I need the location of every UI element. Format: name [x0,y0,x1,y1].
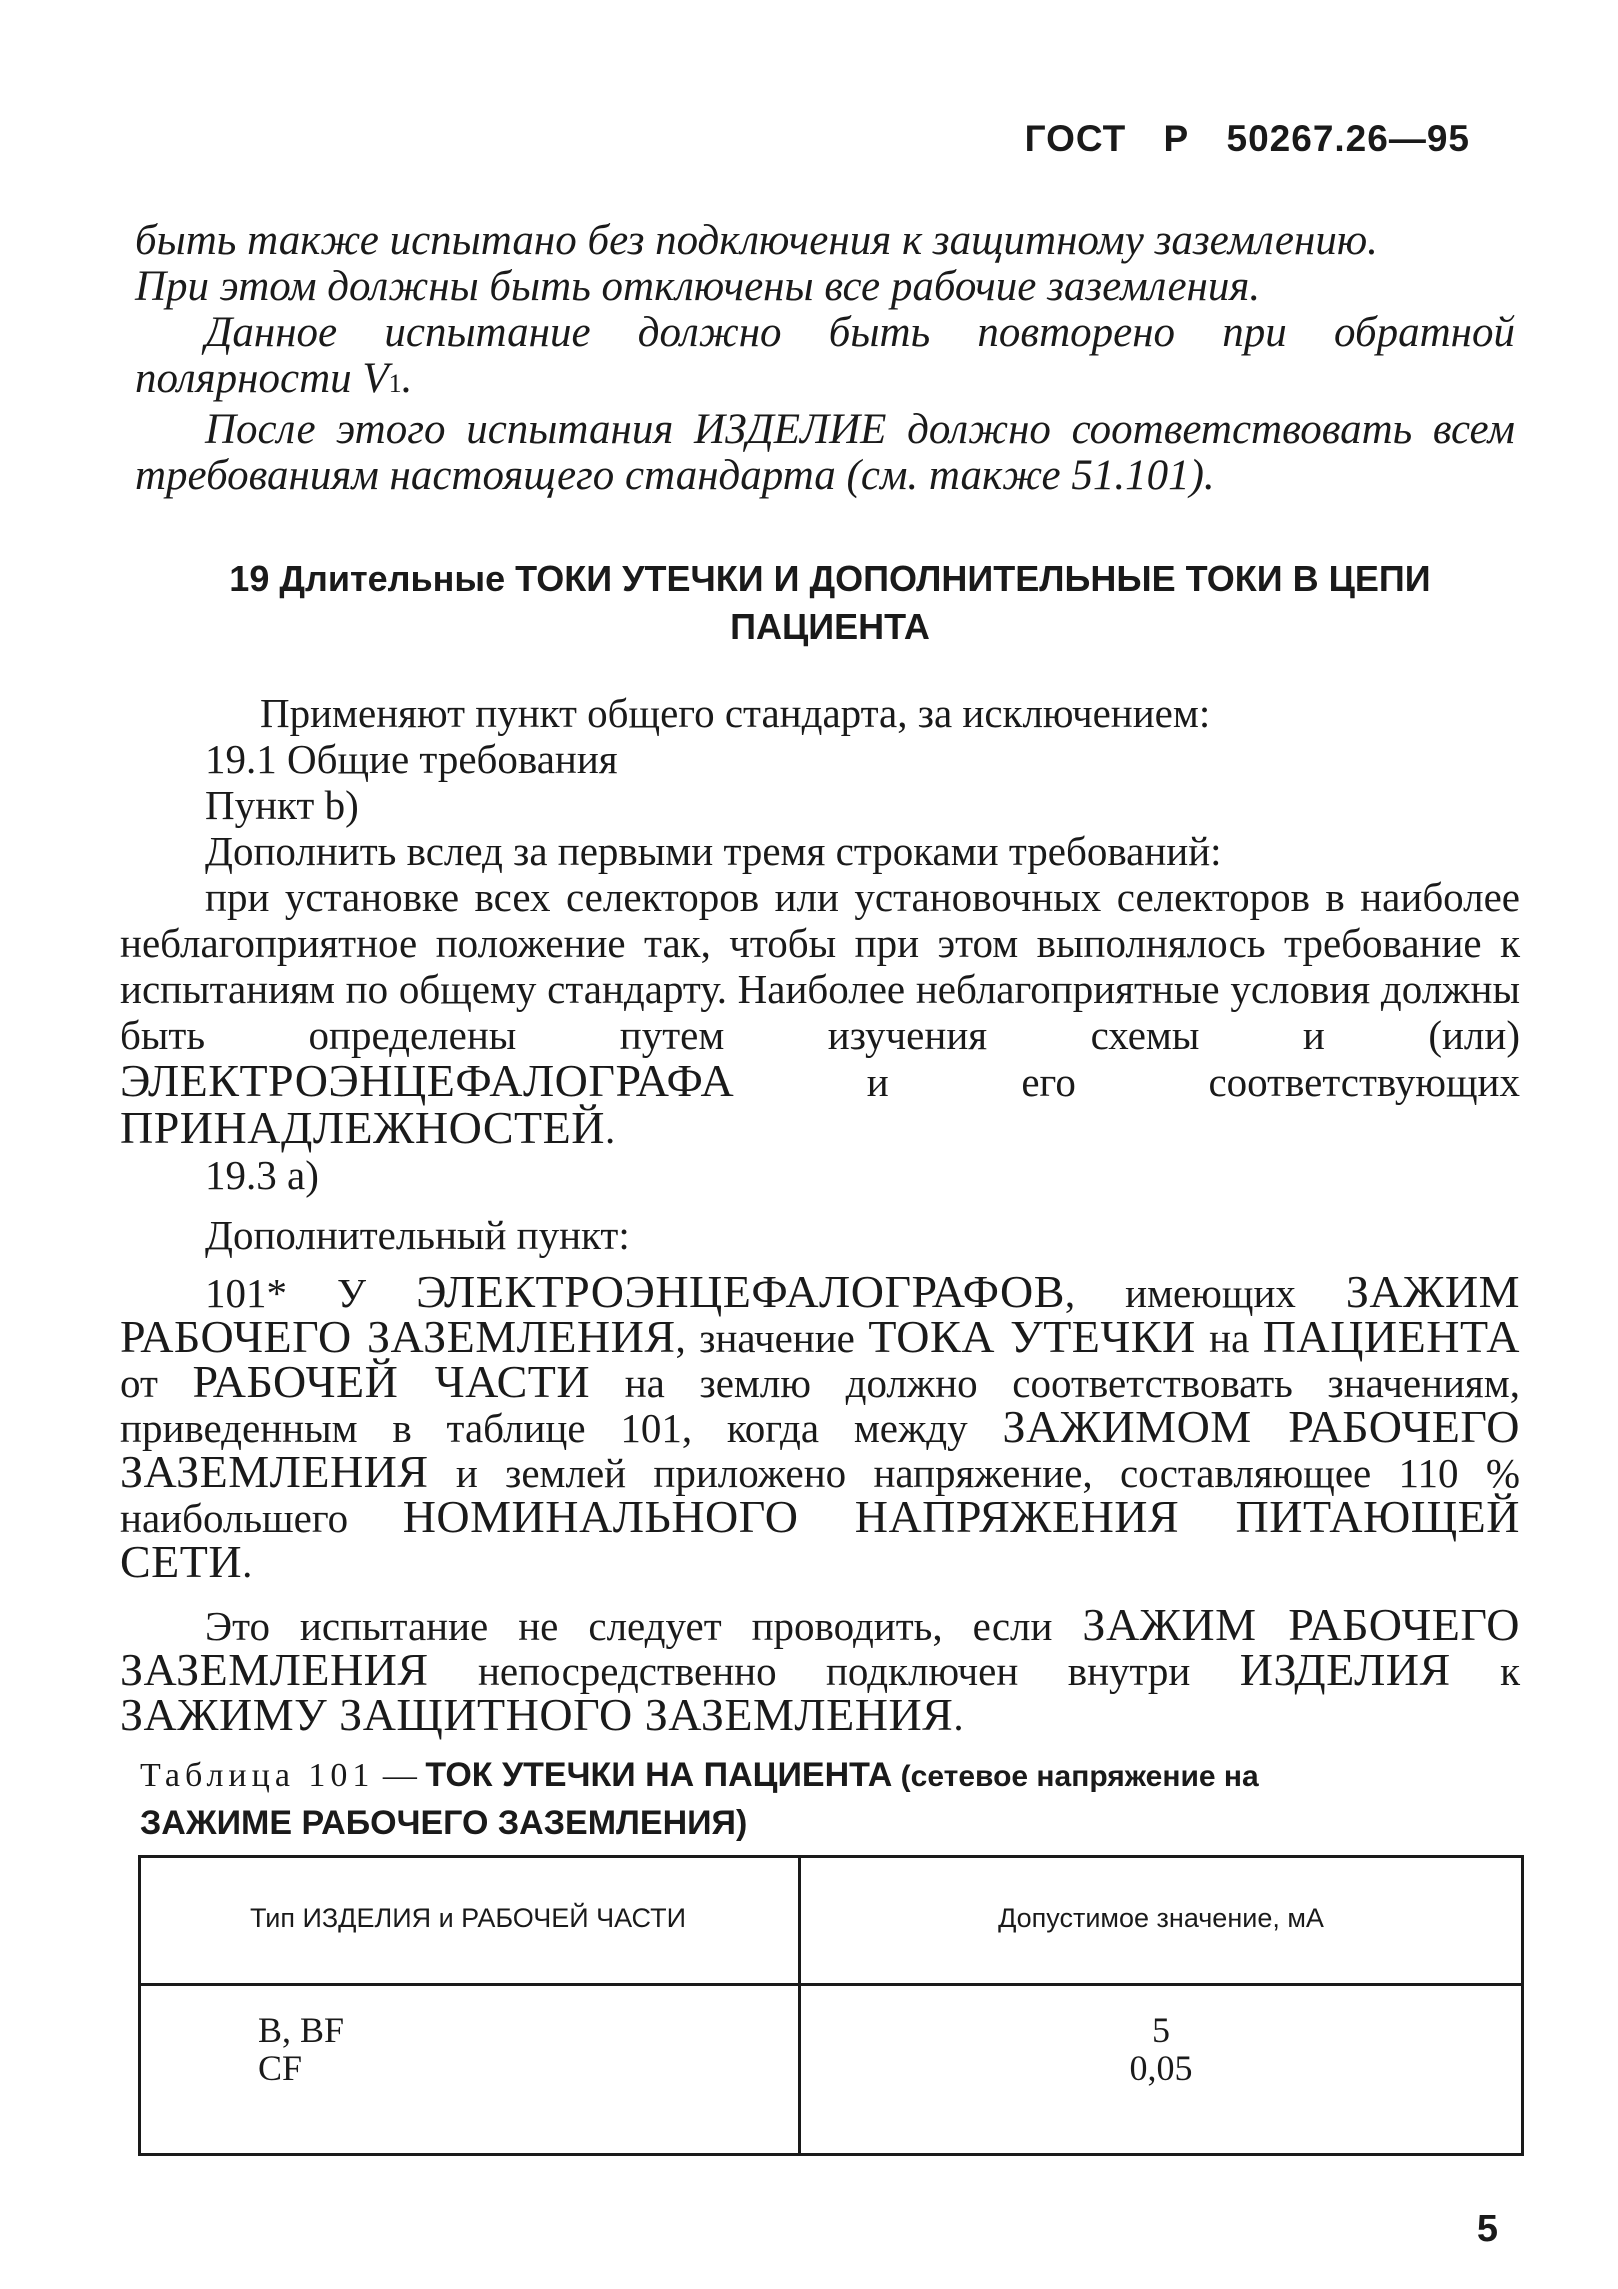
table-caption: Таблица 101 — ТОК УТЕЧКИ НА ПАЦИЕНТА (сетевое напряжение на ЗАЖИМЕ РАБОЧЕГО ЗАЗЕМЛЕНИЯ) [140,1756,1259,1842]
add-after-line: Дополнить вслед за первыми тремя строками требований: [205,828,1222,874]
clause-101: 101* У ЭЛЕКТРОЭНЦЕФАЛОГРАФОВ, имеющих ЗАЖИМ РАБОЧЕГО ЗАЗЕМЛЕНИЯ, значение ТОКА УТЕЧКИ на ПАЦИЕНТА от РАБОЧЕЙ ЧАСТИ на землю должно соответствовать значениям, приведенным в таблице 101, когда между ЗАЖИМОМ РАБОЧЕГО ЗАЗЕМЛЕНИЯ и землей приложено напряжение, составляющее 110 % наибольшего НОМИНАЛЬНОГО НАПРЯЖЕНИЯ ПИТАЮЩЕЙ СЕТИ. [120,1266,1521,1587]
table-101 [138,1855,1524,2156]
selector-paragraph: при установке всех селекторов или установочных селекторов в наиболее неблагоприятное положение так, чтобы при этом выполнялось требование к испытаниям по общему стандарту. Наиболее неблагоприятные условия должны быть определены путем изучения схемы и (или) ЭЛЕКТРОЭНЦЕФАЛОГРАФА и его соответствующих ПРИНАДЛЕЖНОСТЕЙ. [120,874,1520,1153]
intro-paragraph-2: Данное испытание должно быть повторено при обратной полярности V1. [135,309,1515,402]
table-header-value: Допустимое значение, мА [998,1903,1324,1933]
test-exception-paragraph: Это испытание не следует проводить, если ЗАЖИМ РАБОЧЕГО ЗАЗЕМЛЕНИЯ непосредственно подключен внутри ИЗДЕЛИЯ к ЗАЖИМУ ЗАЩИТНОГО ЗАЗЕМЛЕНИЯ. [120,1599,1520,1740]
table-cell-type-2: CF [258,2048,303,2088]
subsection-19-3: 19.3 a) [205,1152,319,1198]
section-19-body [120,690,1520,1738]
doc-header: ГОСТ Р 50267.26—95 [1024,118,1470,159]
table-cell-value-1: 5 [1152,2010,1170,2050]
subsection-19-1: 19.1 Общие требования [205,736,618,782]
table-cell-type-1: B, BF [258,2010,345,2050]
additional-line: Дополнительный пункт: [205,1212,630,1258]
intro-paragraph-3: После этого испытания ИЗДЕЛИЕ должно соответствовать всем требованиям настоящего стандарта (см. также 51.101). [135,406,1515,499]
apply-line: Применяют пункт общего стандарта, за исключением: [260,690,1211,736]
section-19-heading: 19 Длительные ТОКИ УТЕЧКИ И ДОПОЛНИТЕЛЬНЫЕ ТОКИ В ЦЕПИ ПАЦИЕНТА [229,558,1431,647]
table-header-type: Тип ИЗДЕЛИЯ и РАБОЧЕЙ ЧАСТИ [249,1903,687,1933]
intro-text [135,218,1515,499]
item-b: Пункт b) [205,782,359,828]
page-number: 5 [1476,2208,1498,2250]
intro-line-2: При этом должны быть отключены все рабочие заземления. [135,263,1261,310]
table-cell-value-2: 0,05 [1129,2048,1193,2088]
intro-line-1: быть также испытано без подключения к защитному заземлению. [135,217,1378,264]
